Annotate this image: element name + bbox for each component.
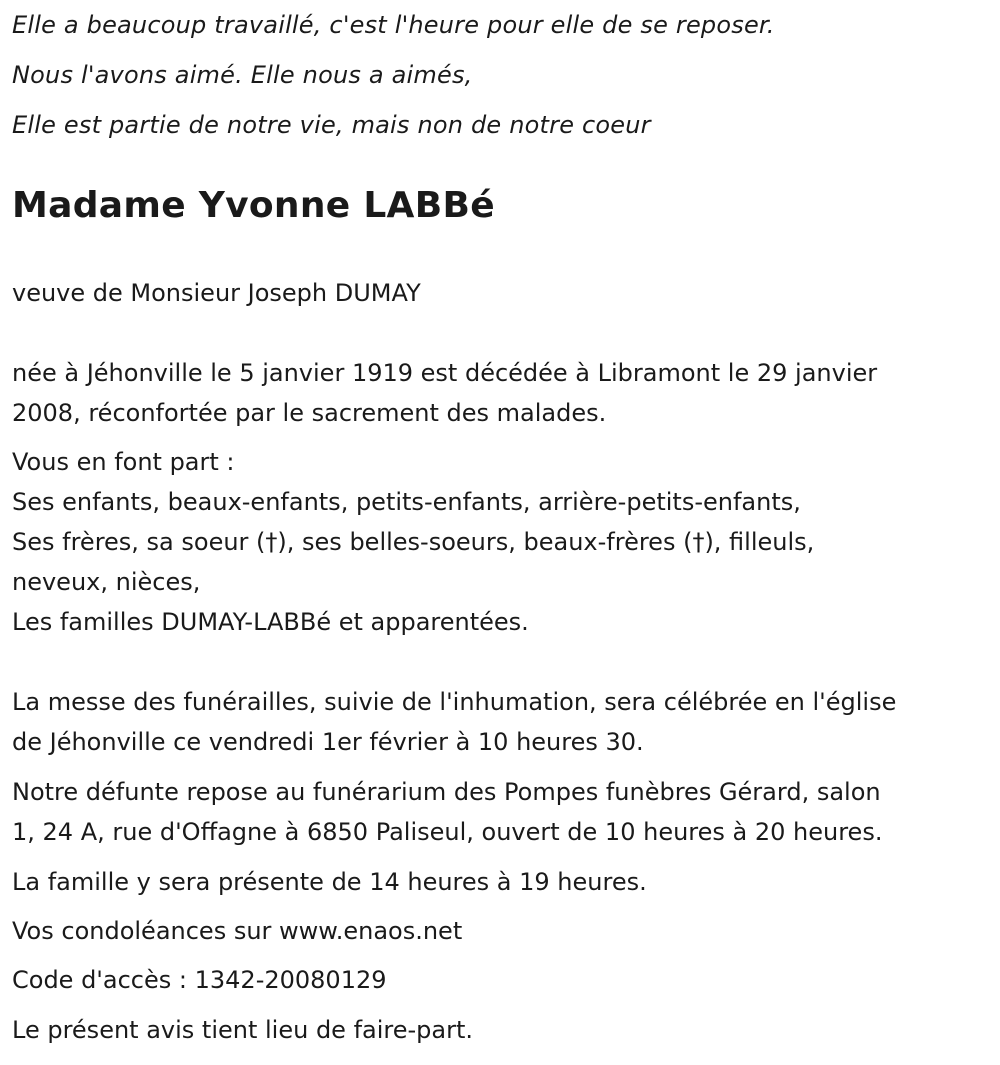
- widow-of: veuve de Monsieur Joseph DUMAY: [12, 279, 421, 307]
- birth-death-line-2: 2008, réconfortée par le sacrement des malades.: [12, 399, 607, 427]
- rest-paragraph: [12, 772, 988, 852]
- mass-line-2: de Jéhonville ce vendredi 1er février à 10 heures 30.: [12, 728, 644, 756]
- verse-line-3: Elle est partie de notre vie, mais non de notre coeur: [12, 111, 651, 139]
- rest-line-1: Notre défunte repose au funérarium des Pompes funèbres Gérard, salon: [12, 778, 881, 806]
- announcement-line-3: neveux, nièces,: [12, 568, 201, 596]
- announcement-paragraph: [12, 442, 988, 642]
- rest-line-2: 1, 24 A, rue d'Offagne à 6850 Paliseul, ouvert de 10 heures à 20 heures.: [12, 818, 883, 846]
- verse-line-1: Elle a beaucoup travaillé, c'est l'heure pour elle de se reposer.: [12, 11, 775, 39]
- announcement-line-4: Les familles DUMAY-LABBé et apparentées.: [12, 608, 529, 636]
- announcement-line-2: Ses frères, sa soeur (†), ses belles-soeurs, beaux-frères (†), filleuls,: [12, 528, 815, 556]
- family-presence: La famille y sera présente de 14 heures à 19 heures.: [12, 868, 647, 896]
- deceased-name: Madame Yvonne LABBé: [12, 185, 495, 226]
- notice-text: Le présent avis tient lieu de faire-part.: [12, 1016, 474, 1044]
- access-code: Code d'accès : 1342-20080129: [12, 966, 387, 994]
- announcement-intro: Vous en font part :: [12, 448, 235, 476]
- birth-death-paragraph: [12, 353, 988, 433]
- mass-line-1: La messe des funérailles, suivie de l'inhumation, sera célébrée en l'église: [12, 688, 897, 716]
- condolences-text: Vos condoléances sur www.enaos.net: [12, 917, 463, 945]
- mass-paragraph: [12, 682, 988, 762]
- announcement-line-1: Ses enfants, beaux-enfants, petits-enfants, arrière-petits-enfants,: [12, 488, 801, 516]
- birth-death-line-1: née à Jéhonville le 5 janvier 1919 est décédée à Libramont le 29 janvier: [12, 359, 878, 387]
- verse-line-2: Nous l'avons aimé. Elle nous a aimés,: [12, 61, 473, 89]
